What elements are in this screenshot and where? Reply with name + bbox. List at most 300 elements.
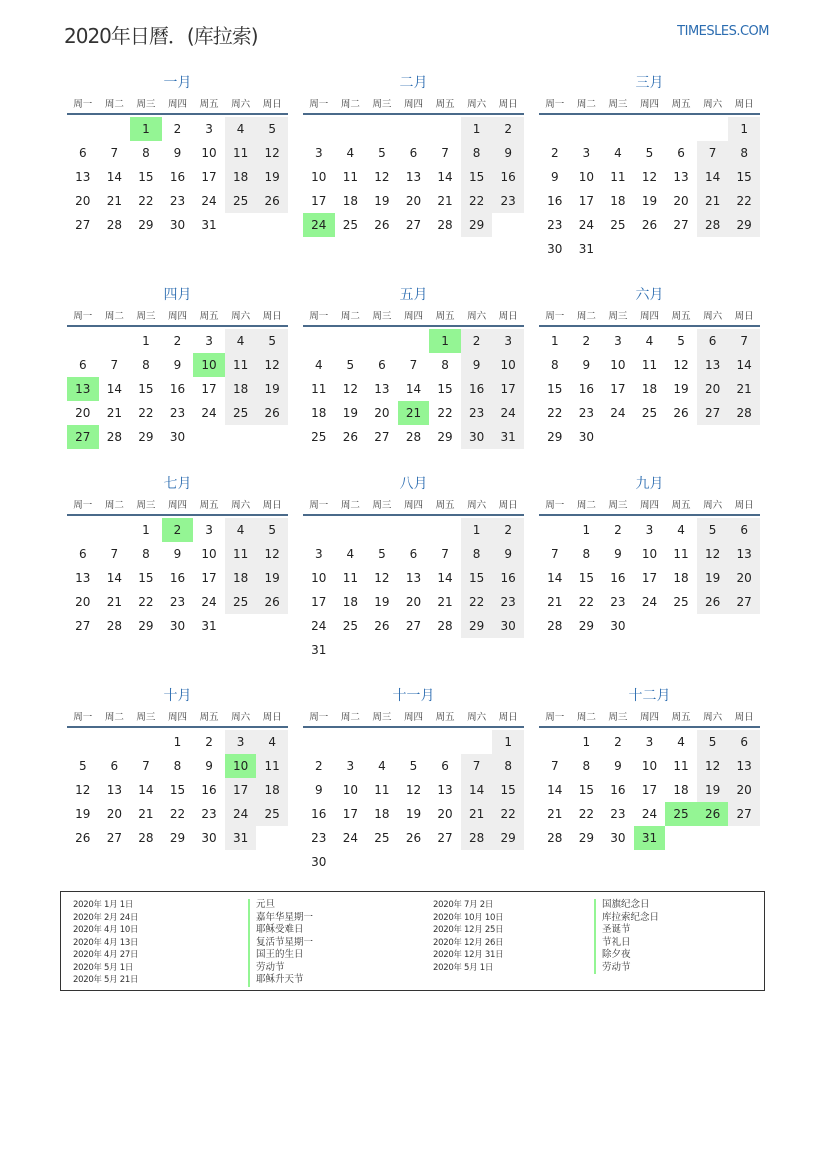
day-cell[interactable]: 28 [138,831,154,845]
day-cell[interactable]: 28 [697,213,729,237]
day-cell[interactable]: 11 [311,382,327,396]
day-cell[interactable]: 14 [138,783,154,797]
day-cell[interactable]: 16 [169,170,186,184]
day-cell[interactable]: 6 [409,547,418,561]
day-cell[interactable]: 21 [138,807,154,821]
day-cell[interactable]: 5 [697,730,729,754]
day-cell[interactable]: 2 [492,518,524,542]
day-cell[interactable]: 17 [641,783,658,797]
day-cell[interactable]: 28 [547,831,563,845]
day-cell[interactable]: 14 [461,778,493,802]
day-cell[interactable]: 9 [614,759,622,773]
day-cell[interactable]: 22 [492,802,524,826]
day-cell[interactable]: 6 [409,146,418,160]
day-cell[interactable]: 17 [201,170,217,184]
day-cell[interactable]: 21 [547,595,563,609]
holiday-day-cell[interactable]: 25 [665,802,697,826]
day-cell[interactable]: 9 [550,170,559,184]
day-cell[interactable]: 30 [547,242,563,256]
site-logo-text[interactable]: TIMESLES.COM [677,24,769,39]
day-cell[interactable]: 7 [142,759,150,773]
day-cell[interactable]: 31 [311,643,327,657]
day-cell[interactable]: 12 [374,170,390,184]
day-cell[interactable]: 5 [346,358,355,372]
day-cell[interactable]: 22 [138,595,154,609]
day-cell[interactable]: 22 [547,406,563,420]
day-cell[interactable]: 18 [311,406,327,420]
day-cell[interactable]: 9 [614,547,622,561]
day-cell[interactable]: 11 [641,358,658,372]
day-cell[interactable]: 13 [728,542,760,566]
day-cell[interactable]: 25 [225,590,257,614]
day-cell[interactable]: 25 [256,802,288,826]
day-cell[interactable]: 23 [201,807,217,821]
day-cell[interactable]: 14 [547,783,563,797]
day-cell[interactable]: 27 [728,802,760,826]
day-cell[interactable]: 28 [405,430,422,444]
day-cell[interactable]: 31 [201,218,217,232]
day-cell[interactable]: 14 [405,382,422,396]
day-cell[interactable]: 3 [645,735,654,749]
day-cell[interactable]: 17 [225,778,257,802]
day-cell[interactable]: 19 [697,566,729,590]
day-cell[interactable]: 8 [550,358,559,372]
day-cell[interactable]: 12 [342,382,358,396]
day-cell[interactable]: 18 [225,566,257,590]
day-cell[interactable]: 28 [461,826,493,850]
day-cell[interactable]: 17 [342,807,358,821]
day-cell[interactable]: 19 [405,807,422,821]
day-cell[interactable]: 10 [641,547,658,561]
day-cell[interactable]: 23 [492,590,524,614]
day-cell[interactable]: 3 [225,730,257,754]
day-cell[interactable]: 14 [547,571,563,585]
day-cell[interactable]: 21 [106,406,122,420]
day-cell[interactable]: 18 [374,807,390,821]
day-cell[interactable]: 13 [437,783,453,797]
day-cell[interactable]: 28 [106,619,122,633]
day-cell[interactable]: 1 [492,730,524,754]
day-cell[interactable]: 15 [461,165,493,189]
day-cell[interactable]: 15 [492,778,524,802]
day-cell[interactable]: 17 [201,382,217,396]
day-cell[interactable]: 13 [405,170,422,184]
day-cell[interactable]: 20 [106,807,122,821]
day-cell[interactable]: 29 [728,213,760,237]
day-cell[interactable]: 5 [409,759,418,773]
day-cell[interactable]: 21 [437,194,453,208]
day-cell[interactable]: 2 [314,759,323,773]
day-cell[interactable]: 18 [225,165,257,189]
day-cell[interactable]: 23 [610,807,626,821]
day-cell[interactable]: 18 [256,778,288,802]
day-cell[interactable]: 28 [106,218,122,232]
day-cell[interactable]: 3 [614,334,622,348]
day-cell[interactable]: 5 [256,117,288,141]
day-cell[interactable]: 13 [75,170,91,184]
day-cell[interactable]: 15 [138,382,154,396]
holiday-day-cell[interactable]: 10 [225,754,257,778]
day-cell[interactable]: 11 [256,754,288,778]
day-cell[interactable]: 6 [78,547,87,561]
day-cell[interactable]: 9 [582,358,591,372]
day-cell[interactable]: 5 [677,334,685,348]
day-cell[interactable]: 9 [461,353,493,377]
day-cell[interactable]: 25 [641,406,658,420]
day-cell[interactable]: 1 [728,117,760,141]
day-cell[interactable]: 3 [205,523,213,537]
day-cell[interactable]: 15 [437,382,453,396]
day-cell[interactable]: 24 [492,401,524,425]
day-cell[interactable]: 10 [311,571,327,585]
day-cell[interactable]: 30 [461,425,493,449]
day-cell[interactable]: 30 [610,619,626,633]
day-cell[interactable]: 15 [547,382,563,396]
day-cell[interactable]: 15 [138,170,154,184]
day-cell[interactable]: 21 [437,595,453,609]
day-cell[interactable]: 2 [582,334,591,348]
day-cell[interactable]: 7 [728,329,760,353]
day-cell[interactable]: 25 [610,218,626,232]
day-cell[interactable]: 29 [169,831,186,845]
day-cell[interactable]: 12 [673,358,689,372]
day-cell[interactable]: 13 [405,571,422,585]
day-cell[interactable]: 10 [492,353,524,377]
day-cell[interactable]: 26 [697,590,729,614]
day-cell[interactable]: 6 [677,146,685,160]
day-cell[interactable]: 13 [728,754,760,778]
day-cell[interactable]: 4 [677,735,685,749]
day-cell[interactable]: 9 [173,146,182,160]
day-cell[interactable]: 29 [437,430,453,444]
day-cell[interactable]: 7 [550,759,559,773]
day-cell[interactable]: 27 [673,218,689,232]
day-cell[interactable]: 18 [673,571,689,585]
day-cell[interactable]: 30 [610,831,626,845]
day-cell[interactable]: 22 [169,807,186,821]
day-cell[interactable]: 1 [461,117,493,141]
day-cell[interactable]: 22 [138,194,154,208]
holiday-day-cell[interactable]: 24 [303,213,335,237]
day-cell[interactable]: 2 [492,117,524,141]
day-cell[interactable]: 16 [169,382,186,396]
day-cell[interactable]: 13 [374,382,390,396]
day-cell[interactable]: 6 [78,358,87,372]
day-cell[interactable]: 2 [461,329,493,353]
day-cell[interactable]: 10 [641,759,658,773]
day-cell[interactable]: 4 [677,523,685,537]
day-cell[interactable]: 17 [641,571,658,585]
day-cell[interactable]: 30 [492,614,524,638]
day-cell[interactable]: 11 [342,571,358,585]
day-cell[interactable]: 16 [610,571,626,585]
day-cell[interactable]: 12 [256,353,288,377]
day-cell[interactable]: 22 [461,189,493,213]
day-cell[interactable]: 16 [578,382,594,396]
day-cell[interactable]: 3 [582,146,591,160]
day-cell[interactable]: 27 [405,218,422,232]
day-cell[interactable]: 13 [697,353,729,377]
day-cell[interactable]: 15 [578,571,594,585]
day-cell[interactable]: 24 [201,406,217,420]
holiday-day-cell[interactable]: 2 [162,518,194,542]
day-cell[interactable]: 16 [311,807,327,821]
day-cell[interactable]: 27 [75,218,91,232]
day-cell[interactable]: 23 [169,194,186,208]
day-cell[interactable]: 7 [697,141,729,165]
day-cell[interactable]: 20 [405,194,422,208]
day-cell[interactable]: 18 [225,377,257,401]
day-cell[interactable]: 23 [169,595,186,609]
day-cell[interactable]: 4 [225,329,257,353]
day-cell[interactable]: 29 [461,213,493,237]
day-cell[interactable]: 1 [173,735,182,749]
day-cell[interactable]: 20 [697,377,729,401]
day-cell[interactable]: 19 [374,595,390,609]
day-cell[interactable]: 14 [437,571,453,585]
day-cell[interactable]: 20 [75,406,91,420]
day-cell[interactable]: 27 [405,619,422,633]
day-cell[interactable]: 25 [225,401,257,425]
day-cell[interactable]: 6 [697,329,729,353]
day-cell[interactable]: 21 [728,377,760,401]
day-cell[interactable]: 14 [106,382,122,396]
day-cell[interactable]: 23 [610,595,626,609]
day-cell[interactable]: 18 [610,194,626,208]
day-cell[interactable]: 27 [106,831,122,845]
day-cell[interactable]: 27 [728,590,760,614]
day-cell[interactable]: 10 [311,170,327,184]
day-cell[interactable]: 16 [201,783,217,797]
holiday-day-cell[interactable]: 31 [634,826,666,850]
day-cell[interactable]: 27 [75,619,91,633]
day-cell[interactable]: 24 [201,194,217,208]
day-cell[interactable]: 22 [578,595,594,609]
day-cell[interactable]: 4 [256,730,288,754]
day-cell[interactable]: 9 [205,759,213,773]
day-cell[interactable]: 15 [578,783,594,797]
day-cell[interactable]: 19 [256,165,288,189]
day-cell[interactable]: 10 [610,358,626,372]
day-cell[interactable]: 29 [138,619,154,633]
day-cell[interactable]: 13 [673,170,689,184]
day-cell[interactable]: 19 [673,382,689,396]
day-cell[interactable]: 19 [256,566,288,590]
day-cell[interactable]: 11 [610,170,626,184]
day-cell[interactable]: 12 [75,783,91,797]
day-cell[interactable]: 17 [311,194,327,208]
day-cell[interactable]: 21 [697,189,729,213]
day-cell[interactable]: 8 [142,146,150,160]
day-cell[interactable]: 4 [225,518,257,542]
day-cell[interactable]: 25 [673,595,689,609]
day-cell[interactable]: 24 [225,802,257,826]
day-cell[interactable]: 12 [256,141,288,165]
day-cell[interactable]: 29 [492,826,524,850]
day-cell[interactable]: 27 [437,831,453,845]
day-cell[interactable]: 3 [346,759,355,773]
day-cell[interactable]: 1 [142,523,150,537]
day-cell[interactable]: 30 [169,430,186,444]
day-cell[interactable]: 24 [201,595,217,609]
day-cell[interactable]: 20 [75,194,91,208]
day-cell[interactable]: 3 [314,146,323,160]
day-cell[interactable]: 4 [645,334,654,348]
day-cell[interactable]: 25 [342,218,358,232]
day-cell[interactable]: 18 [342,595,358,609]
day-cell[interactable]: 1 [142,334,150,348]
day-cell[interactable]: 26 [374,619,390,633]
day-cell[interactable]: 26 [374,218,390,232]
day-cell[interactable]: 10 [201,146,217,160]
day-cell[interactable]: 20 [405,595,422,609]
day-cell[interactable]: 6 [110,759,119,773]
day-cell[interactable]: 9 [492,141,524,165]
day-cell[interactable]: 11 [673,547,689,561]
holiday-day-cell[interactable]: 13 [67,377,99,401]
day-cell[interactable]: 2 [173,122,182,136]
day-cell[interactable]: 15 [138,571,154,585]
day-cell[interactable]: 1 [582,523,591,537]
day-cell[interactable]: 4 [314,358,323,372]
day-cell[interactable]: 16 [547,194,563,208]
holiday-day-cell[interactable]: 1 [429,329,461,353]
day-cell[interactable]: 6 [78,146,87,160]
day-cell[interactable]: 11 [225,353,257,377]
day-cell[interactable]: 3 [205,334,213,348]
day-cell[interactable]: 19 [697,778,729,802]
day-cell[interactable]: 19 [374,194,390,208]
day-cell[interactable]: 30 [169,619,186,633]
day-cell[interactable]: 7 [409,358,418,372]
day-cell[interactable]: 18 [342,194,358,208]
day-cell[interactable]: 5 [645,146,654,160]
day-cell[interactable]: 31 [578,242,594,256]
holiday-day-cell[interactable]: 21 [398,401,430,425]
day-cell[interactable]: 20 [374,406,390,420]
day-cell[interactable]: 29 [138,430,154,444]
day-cell[interactable]: 20 [728,778,760,802]
day-cell[interactable]: 3 [205,122,213,136]
day-cell[interactable]: 28 [728,401,760,425]
day-cell[interactable]: 14 [437,170,453,184]
day-cell[interactable]: 5 [256,518,288,542]
day-cell[interactable]: 29 [578,831,594,845]
day-cell[interactable]: 21 [461,802,493,826]
day-cell[interactable]: 13 [106,783,122,797]
day-cell[interactable]: 15 [169,783,186,797]
day-cell[interactable]: 26 [342,430,358,444]
day-cell[interactable]: 8 [728,141,760,165]
day-cell[interactable]: 29 [138,218,154,232]
day-cell[interactable]: 15 [728,165,760,189]
day-cell[interactable]: 12 [697,754,729,778]
day-cell[interactable]: 26 [256,590,288,614]
day-cell[interactable]: 16 [461,377,493,401]
day-cell[interactable]: 22 [138,406,154,420]
day-cell[interactable]: 31 [492,425,524,449]
day-cell[interactable]: 24 [311,619,327,633]
day-cell[interactable]: 22 [437,406,453,420]
day-cell[interactable]: 5 [378,547,386,561]
day-cell[interactable]: 5 [378,146,386,160]
day-cell[interactable]: 9 [492,542,524,566]
day-cell[interactable]: 28 [437,218,453,232]
day-cell[interactable]: 6 [728,730,760,754]
day-cell[interactable]: 21 [547,807,563,821]
day-cell[interactable]: 28 [106,430,122,444]
day-cell[interactable]: 23 [311,831,327,845]
day-cell[interactable]: 23 [461,401,493,425]
day-cell[interactable]: 26 [405,831,422,845]
holiday-day-cell[interactable]: 1 [130,117,162,141]
day-cell[interactable]: 8 [582,759,591,773]
day-cell[interactable]: 26 [641,218,658,232]
day-cell[interactable]: 29 [547,430,563,444]
day-cell[interactable]: 11 [673,759,689,773]
day-cell[interactable]: 20 [728,566,760,590]
day-cell[interactable]: 12 [405,783,422,797]
day-cell[interactable]: 14 [697,165,729,189]
day-cell[interactable]: 1 [461,518,493,542]
day-cell[interactable]: 21 [106,595,122,609]
day-cell[interactable]: 7 [110,146,119,160]
day-cell[interactable]: 7 [441,146,449,160]
day-cell[interactable]: 20 [673,194,689,208]
holiday-day-cell[interactable]: 26 [697,802,729,826]
day-cell[interactable]: 12 [374,571,390,585]
day-cell[interactable]: 8 [461,141,493,165]
day-cell[interactable]: 12 [641,170,658,184]
day-cell[interactable]: 26 [75,831,91,845]
day-cell[interactable]: 2 [614,523,622,537]
day-cell[interactable]: 17 [492,377,524,401]
day-cell[interactable]: 10 [201,547,217,561]
day-cell[interactable]: 7 [461,754,493,778]
day-cell[interactable]: 4 [225,117,257,141]
holiday-day-cell[interactable]: 27 [67,425,99,449]
day-cell[interactable]: 27 [374,430,390,444]
day-cell[interactable]: 8 [492,754,524,778]
day-cell[interactable]: 19 [342,406,358,420]
day-cell[interactable]: 17 [610,382,626,396]
day-cell[interactable]: 5 [78,759,87,773]
day-cell[interactable]: 28 [547,619,563,633]
day-cell[interactable]: 7 [550,547,559,561]
day-cell[interactable]: 24 [641,595,658,609]
day-cell[interactable]: 14 [106,170,122,184]
day-cell[interactable]: 7 [110,547,119,561]
day-cell[interactable]: 11 [225,141,257,165]
day-cell[interactable]: 3 [492,329,524,353]
day-cell[interactable]: 21 [106,194,122,208]
day-cell[interactable]: 2 [550,146,559,160]
day-cell[interactable]: 8 [142,547,150,561]
day-cell[interactable]: 8 [461,542,493,566]
day-cell[interactable]: 16 [492,566,524,590]
day-cell[interactable]: 14 [106,571,122,585]
day-cell[interactable]: 26 [256,189,288,213]
day-cell[interactable]: 23 [169,406,186,420]
day-cell[interactable]: 22 [578,807,594,821]
day-cell[interactable]: 22 [461,590,493,614]
day-cell[interactable]: 20 [437,807,453,821]
day-cell[interactable]: 12 [256,542,288,566]
day-cell[interactable]: 9 [314,783,323,797]
day-cell[interactable]: 17 [578,194,594,208]
day-cell[interactable]: 11 [374,783,390,797]
day-cell[interactable]: 29 [578,619,594,633]
